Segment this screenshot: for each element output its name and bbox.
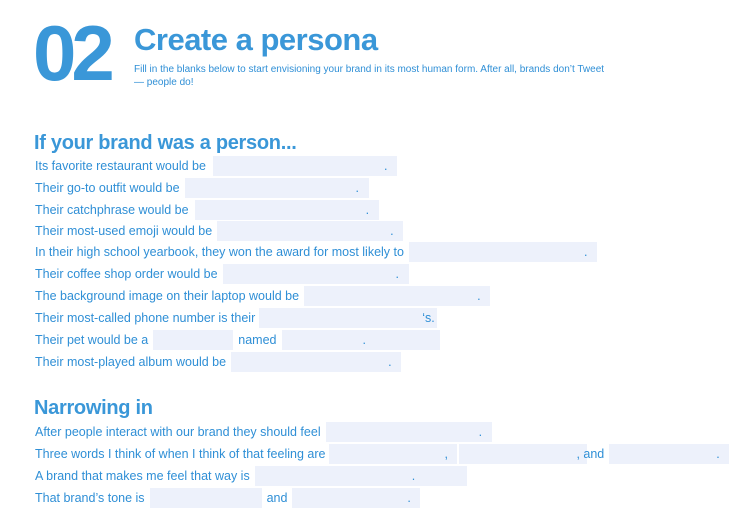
album-field[interactable] — [231, 352, 401, 372]
prompt-end: . — [395, 267, 400, 281]
tone-2-field[interactable] — [292, 488, 420, 508]
laptop-background-field[interactable] — [304, 286, 490, 306]
prompt-separator: , — [444, 447, 448, 461]
prompt-end: . — [362, 333, 366, 347]
coffee-order-field[interactable] — [223, 264, 409, 284]
prompt-end: . — [478, 425, 483, 439]
prompt-row — [35, 330, 377, 350]
prompt-label: Their coffee shop order would be — [35, 267, 218, 281]
feeling-field[interactable] — [326, 422, 492, 442]
prompt-row — [35, 178, 370, 198]
prompt-end: . — [411, 469, 416, 483]
prompt-row — [35, 156, 398, 176]
page-subtitle: Fill in the blanks below to start envisioning your brand in its most human form. After all, brands don’t Tweet — people do! — [134, 64, 605, 88]
prompt-label: After people interact with our brand they should feel — [35, 425, 321, 439]
prompt-label: Their most-played album would be — [35, 355, 227, 369]
tone-1-field[interactable] — [150, 488, 262, 508]
prompt-row — [35, 422, 493, 442]
prompt-row — [35, 352, 402, 372]
prompt-label: Three words I think of when I think of that feeling are — [35, 447, 326, 461]
prompt-row — [35, 242, 598, 262]
reference-brand-field[interactable] — [255, 466, 467, 486]
feeling-word-1-field[interactable] — [329, 444, 457, 464]
catchphrase-field[interactable] — [195, 200, 379, 220]
prompt-row — [35, 488, 421, 508]
prompt-end: . — [390, 224, 394, 238]
emoji-field[interactable] — [217, 221, 403, 241]
pet-name-field[interactable] — [282, 330, 440, 350]
prompt-label: A brand that makes me feel that way is — [35, 469, 250, 483]
yearbook-award-field[interactable] — [409, 242, 597, 262]
restaurant-field[interactable] — [213, 156, 397, 176]
prompt-label: In their high school yearbook, they won the award for most likely to — [35, 245, 404, 259]
prompt-label: Their catchphrase would be — [35, 203, 189, 217]
prompt-end: . — [383, 159, 388, 173]
prompt-label: Its favorite restaurant would be — [35, 159, 206, 173]
prompt-end: . — [365, 203, 370, 217]
prompt-label: Their go-to outfit would be — [35, 181, 180, 195]
phone-contact-field[interactable] — [259, 308, 437, 328]
prompt-end: . — [477, 289, 481, 303]
prompt-middle: named — [238, 333, 277, 347]
prompt-middle: and — [266, 491, 288, 505]
prompt-row — [35, 200, 380, 220]
prompt-end: . — [716, 447, 720, 461]
pet-type-field[interactable] — [153, 330, 233, 350]
prompt-end: ‘s. — [422, 311, 435, 325]
prompt-label: That brand’s tone is — [35, 491, 145, 505]
outfit-field[interactable] — [185, 178, 369, 198]
prompt-label: Their most-used emoji would be — [35, 224, 213, 238]
section-title-person: If your brand was a person... — [34, 132, 297, 154]
prompt-row — [35, 308, 435, 328]
prompt-end: . — [583, 245, 588, 259]
prompt-label: Their pet would be a — [35, 333, 149, 347]
prompt-row — [35, 444, 730, 464]
prompt-label: Their most-called phone number is their — [35, 311, 256, 325]
prompt-row — [35, 286, 491, 306]
feeling-word-3-field[interactable] — [609, 444, 729, 464]
prompt-row — [35, 221, 404, 241]
prompt-end: . — [388, 355, 392, 369]
prompt-row — [35, 466, 426, 486]
section-title-narrowing: Narrowing in — [34, 397, 153, 419]
prompt-row — [35, 264, 410, 284]
page-title: Create a persona — [134, 22, 378, 57]
prompt-separator: , and — [576, 447, 605, 461]
prompt-label: The background image on their laptop would be — [35, 289, 300, 303]
step-number: 02 — [33, 9, 110, 97]
prompt-end: . — [355, 181, 360, 195]
prompt-end: . — [407, 491, 411, 505]
feeling-word-2-field[interactable] — [459, 444, 587, 464]
